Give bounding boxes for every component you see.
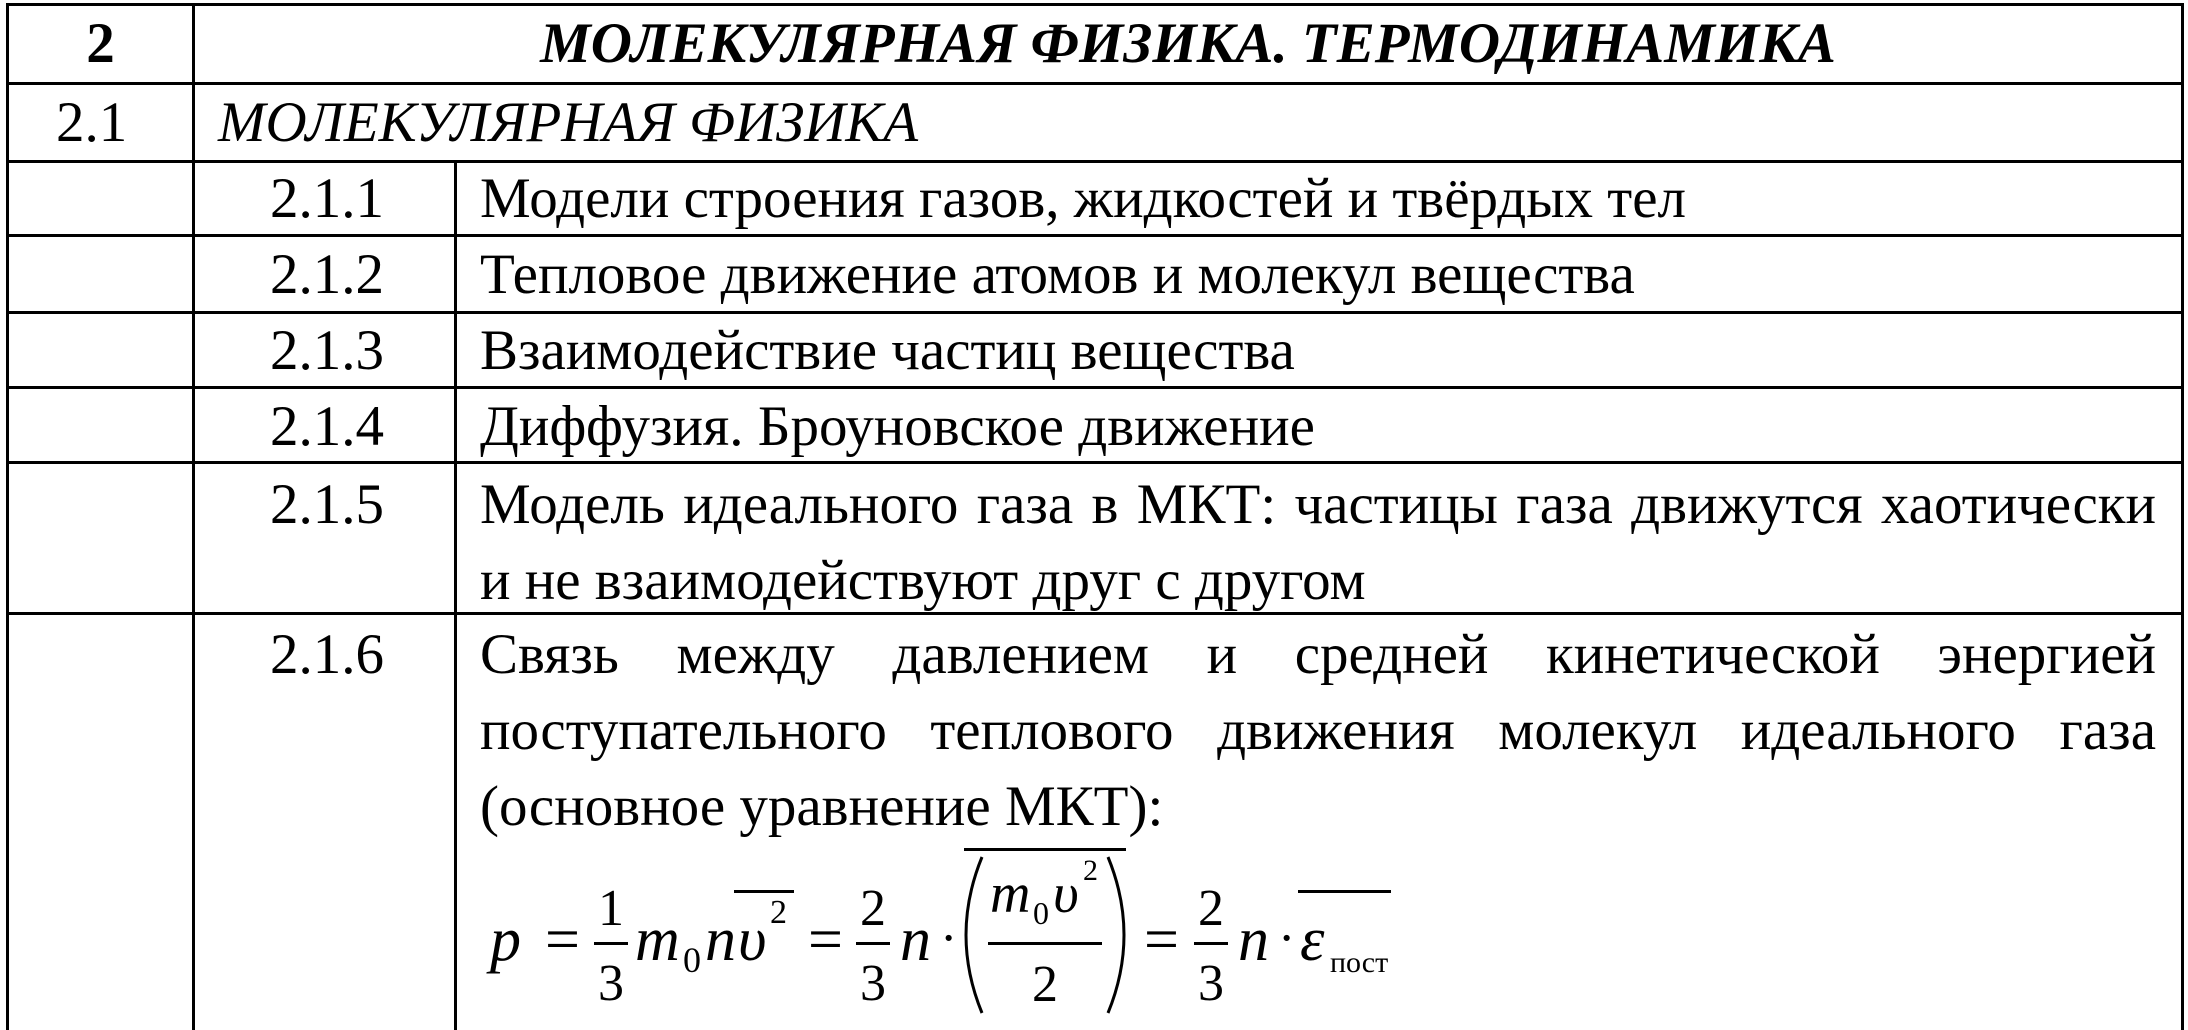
formula-dot: · (940, 910, 958, 967)
formula-m-sub: 0 (1033, 895, 1049, 931)
fraction-bar (988, 942, 1102, 945)
formula-dot: · (1278, 910, 1296, 967)
formula-n: n (705, 906, 736, 974)
fraction-bar (594, 942, 628, 945)
formula-eps-sub: пост (1330, 946, 1389, 979)
row-description: Тепловое движение атомов и молекул вещества (480, 243, 1635, 306)
formula-v: υ (1053, 863, 1079, 925)
formula-v-sq: 2 (1083, 854, 1098, 887)
overline (734, 890, 794, 893)
formula-den: 3 (598, 955, 624, 1012)
overline (964, 848, 1126, 851)
formula-eq: = (808, 906, 843, 974)
formula-n: n (1238, 906, 1269, 974)
row-code: 2.1.6 (270, 623, 384, 686)
formula-eq: = (545, 906, 580, 974)
fraction-bar (856, 942, 890, 945)
table-rule (2181, 3, 2184, 1030)
section-number: 2 (86, 12, 115, 75)
overline (1298, 890, 1391, 893)
formula-m: m (635, 906, 680, 974)
table-rule (6, 3, 9, 1030)
row-description: Модели строения газов, жидкостей и твёрдых тел (480, 167, 1686, 230)
subsection-title: МОЛЕКУЛЯРНАЯ ФИЗИКА (218, 91, 919, 154)
table-rule (192, 3, 195, 1030)
formula-den: 3 (860, 955, 886, 1012)
row-code: 2.1.5 (270, 473, 384, 536)
row-code: 2.1.1 (270, 167, 384, 230)
formula-m-sub: 0 (683, 940, 701, 980)
formula-n: n (900, 906, 931, 974)
formula-v: υ (738, 906, 767, 974)
formula-den: 2 (1032, 956, 1058, 1013)
fraction-bar (1194, 942, 1228, 945)
section-title: МОЛЕКУЛЯРНАЯ ФИЗИКА. ТЕРМОДИНАМИКА (540, 12, 1836, 75)
formula-eps: ε (1300, 906, 1325, 974)
formula-num: 1 (598, 880, 624, 937)
row-description: Модель идеального газа в МКТ: частицы газа движутся хаотически и не взаимодействуют друг с другом (480, 473, 2156, 612)
row-code: 2.1.2 (270, 243, 384, 306)
row-code: 2.1.3 (270, 319, 384, 382)
formula-p: p (490, 906, 521, 974)
row-description: Связь между давлением и средней кинетической энергией поступательного теплового движения молекул идеального газа (основное уравнение МКТ): (480, 623, 2156, 838)
subsection-number: 2.1 (56, 91, 128, 154)
row-description: Взаимодействие частиц вещества (480, 319, 1295, 382)
formula-v-sq: 2 (770, 894, 787, 931)
right-paren (1108, 857, 1124, 1013)
formula-den: 3 (1198, 955, 1224, 1012)
formula-num: 2 (1198, 880, 1224, 937)
table-rule (454, 160, 457, 1030)
row-code: 2.1.4 (270, 395, 384, 458)
mkt-formula (470, 835, 1430, 1025)
formula-num: 2 (860, 880, 886, 937)
formula-eq: = (1144, 906, 1179, 974)
left-paren (966, 857, 982, 1013)
row-description: Диффузия. Броуновское движение (480, 395, 1315, 458)
formula-m: m (990, 863, 1031, 925)
